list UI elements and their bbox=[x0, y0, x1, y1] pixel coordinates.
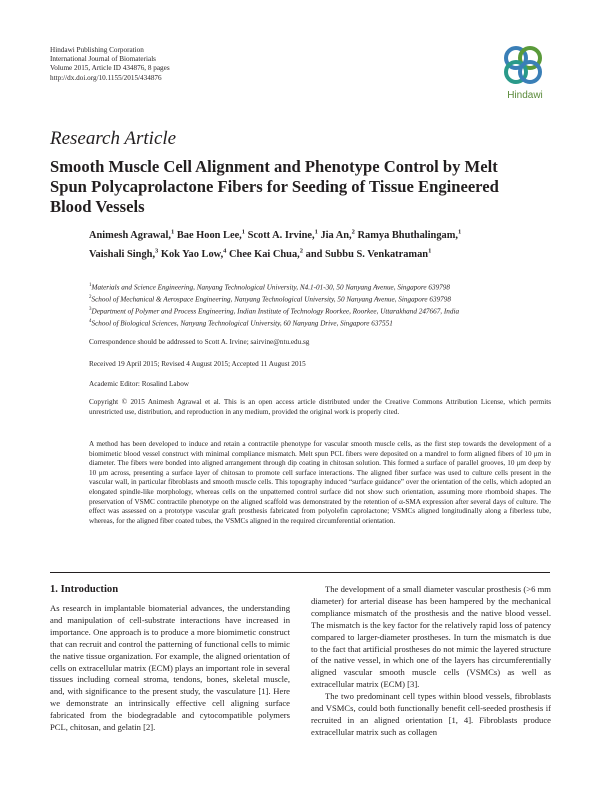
author: Kok Yao Low,$^4$ bbox=[160, 247, 227, 261]
logo-text: Hindawi bbox=[507, 90, 543, 101]
academic-editor: Academic Editor: Rosalind Labow bbox=[89, 380, 190, 388]
section-divider bbox=[50, 572, 550, 573]
received-dates: Received 19 April 2015; Revised 4 August 2015; Accepted 11 August 2015 bbox=[89, 360, 306, 368]
left-column bbox=[50, 603, 290, 734]
body-paragraph: As research in implantable biomaterial advances, the understanding and manipulation of cell-substrate interactions have increased in importance. One approach is to produce a more biomimetic construct that can recruit and control the patterning of functional cells to mimic the native tissue organization. For example, the aligned orientation of cells on extracellular matrix (ECM) plays an important role in several tissues including corneal stroma, tendons, bones, skeletal muscle, and, with significance to the present study, the vasculature [1]. Here we demonstrate an intrinsically effective cell aligning surface fabricated from the biodegradable and cytocompatible polymers PCL, chitosan, and gelatin [2]. bbox=[50, 603, 290, 733]
author: Bae Hoon Lee,$^1$ bbox=[176, 229, 246, 242]
publisher: Hindawi Publishing Corporation bbox=[50, 46, 144, 54]
article-type: Research Article bbox=[50, 128, 177, 149]
author: Ramya Bhuthalingam,$^1$ bbox=[357, 229, 462, 242]
copyright-notice: Copyright © 2015 Animesh Agrawal et al. This is an open access article distributed under the Creative Commons Attribution License, which permits unrestricted use, distribution, and reproduction in any medium, provided the original work is properly cited. bbox=[89, 398, 551, 416]
body-paragraph: The two predominant cell types within blood vessels, fibroblasts and VSMCs, could both functionally benefit cell-seeded prosthesis if recruited in an aligned orientation [1, 4]. Fibroblasts produce extracellular matrix such as collagen bbox=[311, 691, 551, 737]
author-list bbox=[89, 225, 529, 263]
affiliation: $^4$School of Biological Sciences, Nanyang Technological University, 60 Nanyang Drive, Singapore 637551 bbox=[89, 318, 393, 328]
author: Scott A. Irvine,$^1$ bbox=[247, 229, 318, 242]
affiliations bbox=[89, 281, 559, 329]
volume-info: Volume 2015, Article ID 434876, 8 pages bbox=[50, 64, 170, 73]
section-heading: 1. Introduction bbox=[50, 584, 119, 595]
author: Vaishali Singh,$^3$ bbox=[89, 247, 159, 261]
doi-link[interactable]: http://dx.doi.org/10.1155/2015/434876 bbox=[50, 73, 162, 82]
journal-name: International Journal of Biomaterials bbox=[50, 55, 156, 64]
author: Chee Kai Chua,$^2$ bbox=[229, 247, 304, 261]
correspondence: Correspondence should be addressed to Scott A. Irvine; sairvine@ntu.edu.sg bbox=[89, 338, 310, 346]
affiliation: $^1$Materials and Science Engineering, Nanyang Technological University, N4.1-01-30, 50 Nanyang Avenue, Singapore 639798 bbox=[89, 283, 450, 292]
abstract: A method has been developed to induce and retain a contractile phenotype for vascular smooth muscle cells, as the first step towards the development of a biomimetic blood vessel construct with minimal compliance mismatch. Melt spun PCL fibers were deposited on a mandrel to form aligned fibers of 10 μm in diameter. The fibers were bonded into aligned arrangement through dip coating in chitosan solution. This formed a surface of parallel grooves, 10 μm deep by 10 μm across, presenting a surface layer of chitosan to promote cell surface interactions. The aligned fiber surface was used to culture cells present in the vascular wall, in particular fibroblasts and smooth muscle cells. This topography induced “surface guidance” over the orientation of the cells, which adopted an elongated spindle-like morphology, whereas cells on the unpatterned control surface did not show such orientation, assuming more rhomboid shapes. The preservation of VSMC contractile phenotype on the aligned scaffold was demonstrated by the retention of α-SMA expression after several days of culture. The effect was assessed on a prototype vascular graft prosthesis fabricated from polyolefin caprolactone; VSMCs aligned longitudinally along a fiberless tube, whereas, for the aligned fiber coated tubes, the VSMCs aligned in the required circumferential orientation. bbox=[89, 440, 551, 525]
author: and Subbu S. Venkatraman$^1$ bbox=[305, 247, 432, 261]
right-column bbox=[311, 584, 551, 739]
journal-info bbox=[50, 46, 170, 83]
affiliation: $^2$School of Mechanical & Aerospace Engineering, Nanyang Technological University, 50 Nanyang Avenue, Singapore 639798 bbox=[89, 294, 451, 304]
author: Animesh Agrawal,$^1$ bbox=[89, 229, 175, 242]
body-paragraph: The development of a small diameter vascular prosthesis (>6 mm diameter) for arterial disease has been hampered by the mechanical compliance mismatch of the prosthesis and the native blood vessel. The mismatch is the key factor for the relatively rapid loss of patency compared to larger-diameter prostheses. In turn the mismatch is due to the fact that artificial prostheses do not mimic the layered structure of the native vessel, in which one of the layers has circumferentially aligned vascular smooth muscle cells (VSMCs) as well as extracellular matrix (ECM) [3]. bbox=[311, 584, 551, 690]
affiliation: $^3$Department of Polymer and Process Engineering, Indian Institute of Technology Roorkee, Roorkee, Uttarakhand 247667, India bbox=[89, 306, 460, 316]
paper-title: Smooth Muscle Cell Alignment and Phenotype Control by Melt Spun Polycaprolactone Fibers for Seeding of Tissue Engineered Blood Vessels bbox=[50, 157, 499, 217]
author: Jia An,$^2$ bbox=[320, 229, 355, 242]
